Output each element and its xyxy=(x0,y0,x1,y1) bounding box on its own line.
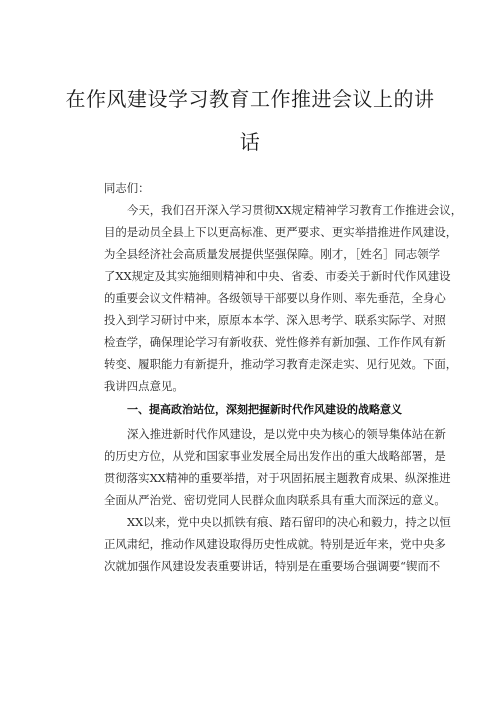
paragraph-3-line-3: 次就加强作风建设发表重要讲话，特别是在重要场合强调要“锲而不 xyxy=(104,559,441,573)
paragraph-1-line-9: 我讲四点意见。 xyxy=(104,379,184,393)
paragraph-1-line-1: 今天，我们召开深入学习贯彻XX规定精神学习教育工作推进会议， xyxy=(127,203,463,217)
salutation: 同志们： xyxy=(104,181,150,195)
paragraph-2-line-4: 全面从严治党、密切党同人民群众血肉联系具有重大而深远的意义。 xyxy=(104,493,446,507)
document-title-line-1: 在作风建设学习教育工作推进会议上的讲 xyxy=(65,87,435,111)
paragraph-1-line-6: 投入到学习研讨中来，原原本本学、深入思考学、联系实际学、对照 xyxy=(104,313,446,327)
paragraph-1-line-5: 的重要会议文件精神。各级领导干部要以身作则、率先垂范，全身心 xyxy=(104,291,446,305)
paragraph-1-line-4: 了XX规定及其实施细则精神和中央、省委、市委关于新时代作风建设 xyxy=(104,269,451,283)
paragraph-1-line-3: 为全县经济社会高质量发展提供坚强保障。刚才，［姓名］同志领学 xyxy=(104,247,441,261)
paragraph-3-line-1: XX以来，党中央以抓铁有痕、踏石留印的决心和毅力，持之以恒 xyxy=(127,515,451,529)
paragraph-2-line-3: 贯彻落实XX精神的重要举措，对于巩固拓展主题教育成果、纵深推进 xyxy=(104,471,451,485)
paragraph-1-line-7: 检查学，确保理论学习有新收获、党性修养有新加强、工作作风有新 xyxy=(104,335,446,349)
paragraph-2-line-2: 的历史方位，从党和国家事业发展全局出发作出的重大战略部署，是 xyxy=(104,449,446,463)
paragraph-1-line-8: 转变、履职能力有新提升，推动学习教育走深走实、见行见效。下面， xyxy=(104,357,458,371)
paragraph-3-line-2: 正风肃纪，推动作风建设取得历史性成就。特别是近年来，党中央多 xyxy=(104,537,446,551)
paragraph-2-line-1: 深入推进新时代作风建设，是以党中央为核心的领导集体站在新 xyxy=(127,427,446,441)
section-heading-1: 一、提高政治站位，深刻把握新时代作风建设的战略意义 xyxy=(127,403,402,416)
paragraph-1-line-2: 目的是动员全县上下以更高标准、更严要求、更实举措推进作风建设， xyxy=(104,225,458,239)
document-title-line-2: 话 xyxy=(239,130,261,154)
